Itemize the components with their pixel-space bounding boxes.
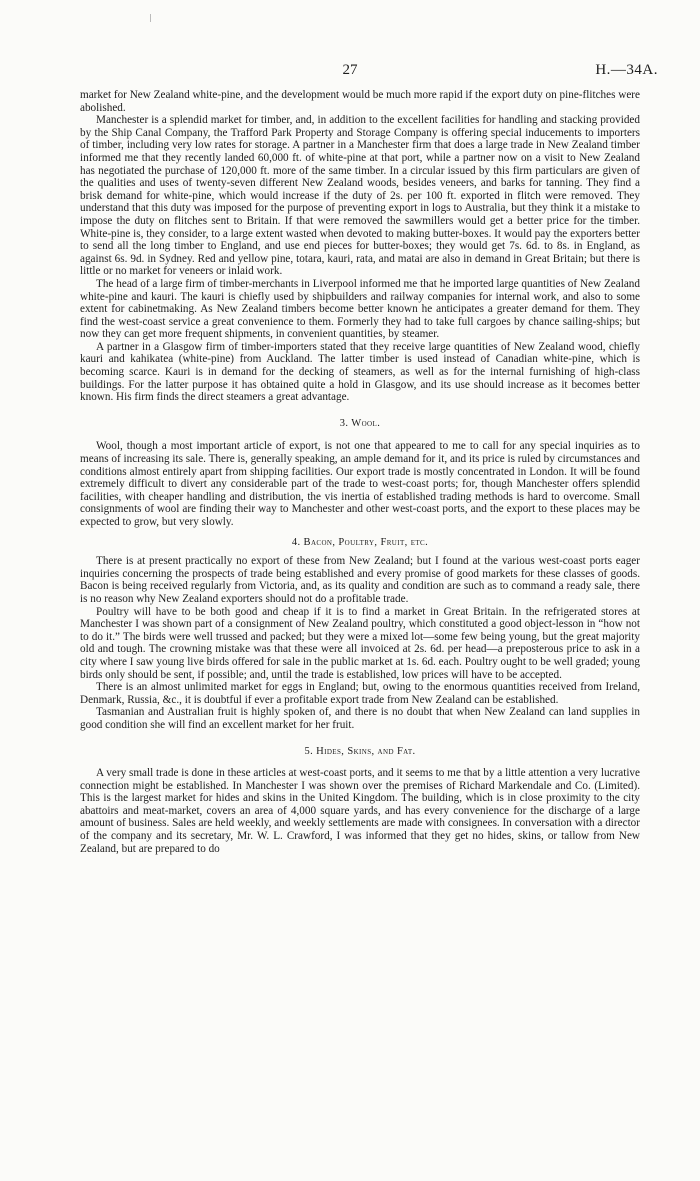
paragraph: There is an almost unlimited market for eggs in England; but, owing to the enormous quantities received from Ireland, Denmark, Russia, &c., it is doubtful if ever a profitable export trade from New Zealand can be established. bbox=[80, 681, 640, 706]
paragraph: Poultry will have to be both good and cheap if it is to find a market in Great Britain. In the refrigerated stores at Manchester I was shown part of a consignment of New Zealand poultry, which constituted a good object-lesson in “how not to do it.” The birds were well trussed and packed; but they were a mixed lot—some few being young, but the great majority old and tough. The crowning mistake was that these were all invoiced at 2s. 6d. per head—a preposterous price to ask in a city where I saw young live birds offered for sale in the public market at 1s. 6d. each. Poultry ought to be well graded; young birds only should be sent, if possible; and, until the trade is established, low prices will have to be accepted. bbox=[80, 605, 640, 681]
section-heading-bacon-poultry-fruit: 4. Bacon, Poultry, Fruit, etc. bbox=[291, 536, 429, 548]
page-number: 27 bbox=[342, 62, 358, 78]
paragraph: market for New Zealand white-pine, and the development would be much more rapid if the export duty on pine-flitches were abolished. bbox=[80, 89, 640, 114]
paragraph: A very small trade is done in these articles at west-coast ports, and it seems to me that by a little attention a very lucrative connection might be established. In Manchester I was shown over the premises of Richard Markendale and Co. (Limited). This is the largest market for hides and skins in the United Kingdom. The building, which is in close proximity to the city abattoirs and meat-market, covers an area of 4,000 square yards, and has every convenience for the discharge of a large amount of business. Sales are held weekly, and weekly settlements are made with consignees. In conversation with a director of the company and its secretary, Mr. W. L. Crawford, I was informed that they get no hides, skins, or tallow from New Zealand, but are prepared to do bbox=[80, 767, 640, 855]
section-heading-wool: 3. Wool. bbox=[339, 417, 381, 429]
paragraph: The head of a large firm of timber-merchants in Liverpool informed me that he imported large quantities of New Zealand white-pine and kauri. The kauri is chiefly used by shipbuilders and railway companies for internal work, and also to some extent for cabinetmaking. As New Zealand timbers become better known he anticipates a greater demand for them. They find the west-coast service a great convenience to them. Formerly they had to take full cargoes by chance sailing-ships; but now they can get more frequent shipments, in convenient quantities, by steamer. bbox=[80, 277, 640, 341]
paragraph: A partner in a Glasgow firm of timber-importers stated that they receive large quantities of New Zealand wood, chiefly kauri and kahikatea (white-pine) from Auckland. The latter timber is used instead of Canadian white-pine, which is becoming scarce. Kauri is in demand for the decking of steamers, as well as for the internal furnishing of high-class buildings. For the latter purpose it has obtained quite a hold in Glasgow, and its use should increase as it becomes better known. His firm finds the direct steamers a great advantage. bbox=[80, 340, 640, 404]
section-heading-hides-skins-fat: 5. Hides, Skins, and Fat. bbox=[304, 745, 416, 757]
paragraph: Manchester is a splendid market for timber, and, in addition to the excellent facilities for handling and stacking provided by the Ship Canal Company, the Trafford Park Property and Storage Company is offering special inducements to importers of timber, including very low rates for storage. A partner in a Manchester firm that does a large trade in New Zealand timber informed me that they recently landed 60,000 ft. of white-pine at that port, while a partner now on a visit to New Zealand has negotiated the purchase of 120,000 ft. more of the same timber. In a circular issued by this firm particulars are given of the qualities and uses of twenty-seven different New Zealand woods, besides veneers, and barks for tanning. They find a brisk demand for white-pine, which would increase if the duty of 2s. per 100 ft. exported in flitch were removed. They understand that this duty was imposed for the purpose of preventing export in logs to Australia, but they think it a mistake to impose the duty on flitches sent to Britain. If that were removed the sawmillers would get a better price for the timber. White-pine is, they consider, to a large extent wasted when devoted to making butter-boxes. It would pay the exporters better to send all the long timber to England, and use end pieces for butter-boxes; they would get 7s. 6d. to 8s. in England, as against 6s. 9d. in Sydney. Red and yellow pine, totara, kauri, rata, and matai are also in demand in Great Britain; but there is little or no market for veneers or inlaid work. bbox=[80, 114, 640, 278]
paragraph: Tasmanian and Australian fruit is highly spoken of, and there is no doubt that when New Zealand can land supplies in good condition she will find an excellent market for her fruit. bbox=[80, 706, 640, 731]
document-reference: H.—34A. bbox=[595, 62, 658, 78]
scan-mark bbox=[150, 14, 151, 22]
paragraph: There is at present practically no export of these from New Zealand; but I found at the various west-coast ports eager inquiries concerning the prospects of trade being established and every promise of good markets for these classes of goods. Bacon is being received regularly from Victoria, and, as its quality and condition are such as to command a ready sale, there is no reason why New Zealand exporters should not do a profitable trade. bbox=[80, 555, 640, 605]
page-header bbox=[0, 62, 700, 82]
document-body bbox=[80, 89, 640, 855]
paragraph: Wool, though a most important article of export, is not one that appeared to me to call for any special inquiries as to means of increasing its sale. There is, generally speaking, an ample demand for it, and its price is ruled by circumstances and conditions almost entirely apart from shipping facilities. Our export trade is mostly concentrated in London. It will be found extremely difficult to divert any considerable part of the trade to west-coast ports; for, though Manchester offers splendid facilities, with cheaper handling and distribution, the vis inertia of established trading methods is hard to overcome. Small consignments of wool are finding their way to Manchester and other west-coast ports, and the export to these places may be expected to grow, but very slowly. bbox=[80, 440, 640, 528]
